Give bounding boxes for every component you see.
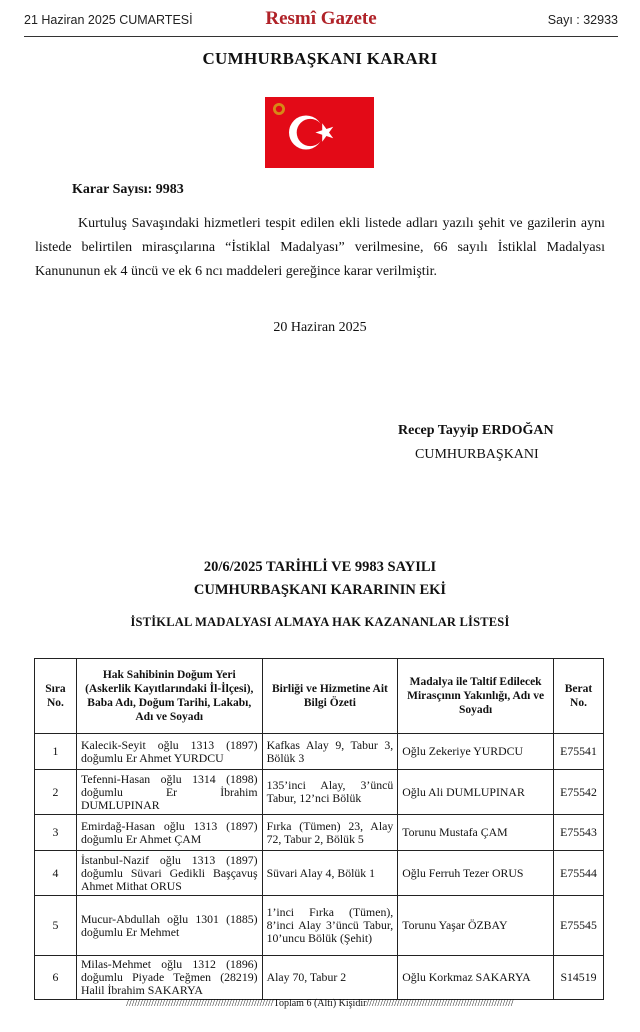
table-row <box>35 956 604 1000</box>
cell-heir: Oğlu Zekeriye YURDCU <box>398 734 554 770</box>
cell-heir: Torunu Mustafa ÇAM <box>398 815 554 851</box>
medal-recipients-table <box>34 658 604 1000</box>
signatory-name: Recep Tayyip ERDOĞAN <box>398 423 554 438</box>
cell-heir: Oğlu Ferruh Tezer ORUS <box>398 851 554 896</box>
cell-holder: Mucur-Abdullah oğlu 1301 (1885) doğumlu Er Mehmet <box>76 896 262 956</box>
decision-number-value: 9983 <box>155 182 184 197</box>
cell-no: 3 <box>35 815 77 851</box>
cell-unit: Kafkas Alay 9, Tabur 3, Bölük 3 <box>262 734 398 770</box>
table-row <box>35 734 604 770</box>
cell-no: 5 <box>35 896 77 956</box>
col-header-no: Sıra No. <box>35 659 77 734</box>
cell-berat: S14519 <box>553 956 603 1000</box>
header-divider <box>24 36 618 37</box>
cell-holder: Kalecik-Seyit oğlu 1313 (1897) doğumlu Er Ahmet YURDCU <box>76 734 262 770</box>
decision-number <box>72 182 184 198</box>
col-header-holder: Hak Sahibinin Doğum Yeri (Askerlik Kayıtlarındaki İl-İlçesi), Baba Adı, Doğum Tarihi, Lakabı, Adı ve Soyadı <box>76 659 262 734</box>
seal-emblem-inner <box>276 106 282 112</box>
table-row <box>35 770 604 815</box>
list-title: İSTİKLAL MADALYASI ALMAYA HAK KAZANANLAR LİSTESİ <box>130 615 510 629</box>
cell-no: 6 <box>35 956 77 1000</box>
cell-heir: Oğlu Ali DUMLUPINAR <box>398 770 554 815</box>
document-title: CUMHURBAŞKANI KARARI <box>202 49 438 68</box>
cell-berat: E75545 <box>553 896 603 956</box>
cell-unit: 1’inci Fırka (Tümen), 8’inci Alay 3’üncü Tabur, 10’uncu Bölük (Şehit) <box>262 896 398 956</box>
cell-heir: Oğlu Korkmaz SAKARYA <box>398 956 554 1000</box>
cell-no: 1 <box>35 734 77 770</box>
cell-holder: Milas-Mehmet oğlu 1312 (1896) doğumlu Piyade Teğmen (28219) Halil İbrahim SAKARYA <box>76 956 262 1000</box>
cell-berat: E75541 <box>553 734 603 770</box>
gazette-header <box>24 8 618 34</box>
decision-date: 20 Haziran 2025 <box>273 320 367 335</box>
col-header-unit: Birliği ve Hizmetine Ait Bilgi Özeti <box>262 659 398 734</box>
turkish-flag-icon <box>265 97 374 168</box>
col-header-heir: Madalya ile Taltif Edilecek Mirasçının Yakınlığı, Adı ve Soyadı <box>398 659 554 734</box>
cell-berat: E75544 <box>553 851 603 896</box>
cell-holder: Tefenni-Hasan oğlu 1314 (1898) doğumlu Er İbrahim DUMLUPINAR <box>76 770 262 815</box>
cell-unit: 135’inci Alay, 3’üncü Tabur, 12’nci Bölük <box>262 770 398 815</box>
cell-holder: İstanbul-Nazif oğlu 1313 (1897) doğumlu Süvari Gedikli Başçavuş Ahmet Mithat ORUS <box>76 851 262 896</box>
cell-heir: Torunu Yaşar ÖZBAY <box>398 896 554 956</box>
table-header-row <box>35 659 604 734</box>
total-count-line: /////////////////////////////////////////////////////Toplam 6 (Altı) Kişidir///////////////////////////////////////////////////// <box>126 998 514 1009</box>
decision-body: Kurtuluş Savaşındaki hizmetleri tespit edilen ekli listede adları yazılı şehit ve gazilerin aynı listede belirtilen mirasçılarına “İstiklal Madalyası” verilmesine, 66 sayılı İstiklal Madalyası Kanununun ek 4 üncü ve ek 6 ncı maddeleri gereğince karar verilmiştir. <box>35 216 605 279</box>
cell-no: 2 <box>35 770 77 815</box>
issue-number: Sayı : 32933 <box>547 13 618 27</box>
col-header-berat: Berat No. <box>553 659 603 734</box>
cell-no: 4 <box>35 851 77 896</box>
cell-holder: Emirdağ-Hasan oğlu 1313 (1897) doğumlu Er Ahmet ÇAM <box>76 815 262 851</box>
header-date: 21 Haziran 2025 CUMARTESİ <box>24 13 193 27</box>
annex-title <box>0 556 640 602</box>
cell-unit: Alay 70, Tabur 2 <box>262 956 398 1000</box>
cell-unit: Süvari Alay 4, Bölük 1 <box>262 851 398 896</box>
cell-berat: E75542 <box>553 770 603 815</box>
cell-unit: Fırka (Tümen) 23, Alay 72, Tabur 2, Bölük 5 <box>262 815 398 851</box>
annex-title-line1: 20/6/2025 TARİHLİ VE 9983 SAYILI <box>203 559 437 575</box>
annex-title-line2: CUMHURBAŞKANI KARARININ EKİ <box>193 582 447 598</box>
cell-berat: E75543 <box>553 815 603 851</box>
table-row <box>35 815 604 851</box>
gazette-name: Resmî Gazete <box>265 8 377 29</box>
table-row <box>35 896 604 956</box>
table-row <box>35 851 604 896</box>
signatory-title: CUMHURBAŞKANI <box>415 447 539 462</box>
decision-number-label: Karar Sayısı: <box>72 182 153 197</box>
